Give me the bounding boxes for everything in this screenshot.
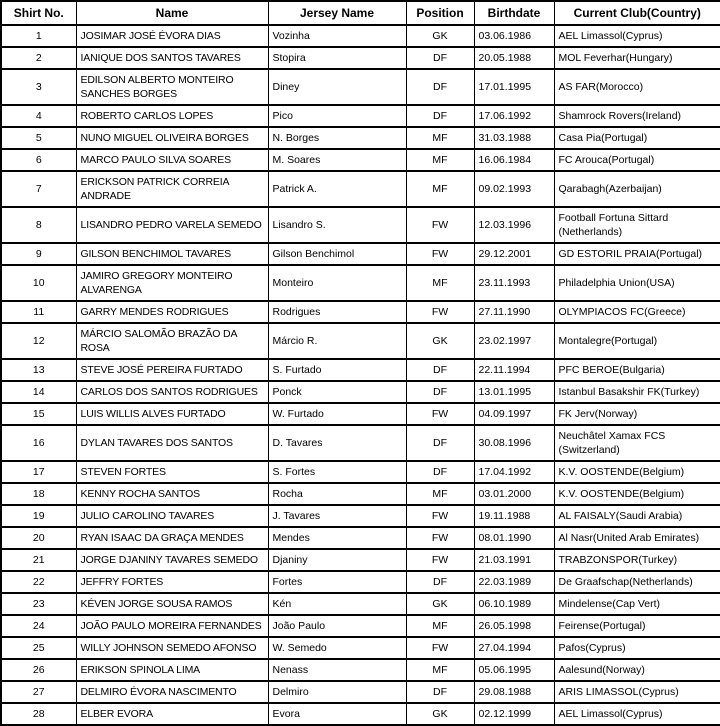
player-name-cell: STEVEN FORTES — [76, 461, 268, 483]
shirt-no-cell: 28 — [1, 703, 76, 725]
player-name-cell: JORGE DJANINY TAVARES SEMEDO — [76, 549, 268, 571]
position-cell: MF — [406, 483, 474, 505]
player-name-cell: ERICKSON PATRICK CORREIA ANDRADE — [76, 171, 268, 207]
table-row — [1, 127, 720, 149]
player-name-cell: STEVE JOSÉ PEREIRA FURTADO — [76, 359, 268, 381]
position-cell: FW — [406, 243, 474, 265]
birthdate-cell: 27.04.1994 — [474, 637, 554, 659]
shirt-no-cell: 21 — [1, 549, 76, 571]
birthdate-cell: 22.03.1989 — [474, 571, 554, 593]
position-cell: DF — [406, 571, 474, 593]
club-cell: FC Arouca(Portugal) — [554, 149, 720, 171]
birthdate-cell: 29.08.1988 — [474, 681, 554, 703]
position-cell: FW — [406, 549, 474, 571]
birthdate-cell: 03.01.2000 — [474, 483, 554, 505]
club-cell: Neuchâtel Xamax FCS (Switzerland) — [554, 425, 720, 461]
player-name-cell: JOSIMAR JOSÉ ÉVORA DIAS — [76, 25, 268, 47]
table-row — [1, 265, 720, 301]
position-cell: FW — [406, 637, 474, 659]
club-cell: GD ESTORIL PRAIA(Portugal) — [554, 243, 720, 265]
jersey-name-cell: Vozinha — [268, 25, 406, 47]
table-row — [1, 461, 720, 483]
player-name-cell: MÁRCIO SALOMÃO BRAZÃO DA ROSA — [76, 323, 268, 359]
shirt-no-cell: 17 — [1, 461, 76, 483]
jersey-name-cell: Pico — [268, 105, 406, 127]
shirt-no-cell: 10 — [1, 265, 76, 301]
club-cell: Al Nasr(United Arab Emirates) — [554, 527, 720, 549]
jersey-name-cell: Márcio R. — [268, 323, 406, 359]
club-cell: AS FAR(Morocco) — [554, 69, 720, 105]
jersey-name-cell: S. Furtado — [268, 359, 406, 381]
jersey-name-cell: Rocha — [268, 483, 406, 505]
table-row — [1, 105, 720, 127]
player-name-cell: IANIQUE DOS SANTOS TAVARES — [76, 47, 268, 69]
club-cell: K.V. OOSTENDE(Belgium) — [554, 461, 720, 483]
shirt-no-cell: 2 — [1, 47, 76, 69]
position-cell: GK — [406, 323, 474, 359]
position-cell: FW — [406, 403, 474, 425]
shirt-no-cell: 12 — [1, 323, 76, 359]
shirt-no-cell: 26 — [1, 659, 76, 681]
table-row — [1, 425, 720, 461]
jersey-name-cell: João Paulo — [268, 615, 406, 637]
position-cell: MF — [406, 127, 474, 149]
shirt-no-cell: 18 — [1, 483, 76, 505]
player-name-cell: KÉVEN JORGE SOUSA RAMOS — [76, 593, 268, 615]
jersey-name-cell: S. Fortes — [268, 461, 406, 483]
jersey-name-cell: Djaniny — [268, 549, 406, 571]
birthdate-cell: 30.08.1996 — [474, 425, 554, 461]
position-cell: DF — [406, 105, 474, 127]
shirt-no-cell: 14 — [1, 381, 76, 403]
jersey-name-cell: J. Tavares — [268, 505, 406, 527]
position-cell: MF — [406, 265, 474, 301]
club-cell: AEL Limassol(Cyprus) — [554, 25, 720, 47]
birthdate-cell: 23.02.1997 — [474, 323, 554, 359]
shirt-no-cell: 9 — [1, 243, 76, 265]
birthdate-cell: 17.01.1995 — [474, 69, 554, 105]
player-name-cell: JOÃO PAULO MOREIRA FERNANDES — [76, 615, 268, 637]
player-name-cell: NUNO MIGUEL OLIVEIRA BORGES — [76, 127, 268, 149]
table-row — [1, 171, 720, 207]
table-header — [1, 1, 720, 25]
club-cell: AEL Limassol(Cyprus) — [554, 703, 720, 725]
birthdate-cell: 26.05.1998 — [474, 615, 554, 637]
table-row — [1, 527, 720, 549]
position-cell: DF — [406, 69, 474, 105]
position-cell: DF — [406, 425, 474, 461]
player-name-cell: EDILSON ALBERTO MONTEIRO SANCHES BORGES — [76, 69, 268, 105]
table-row — [1, 207, 720, 243]
player-name-cell: GILSON BENCHIMOL TAVARES — [76, 243, 268, 265]
header-position: Position — [406, 1, 474, 25]
shirt-no-cell: 25 — [1, 637, 76, 659]
table-row — [1, 301, 720, 323]
header-birthdate: Birthdate — [474, 1, 554, 25]
birthdate-cell: 17.06.1992 — [474, 105, 554, 127]
player-name-cell: GARRY MENDES RODRIGUES — [76, 301, 268, 323]
birthdate-cell: 09.02.1993 — [474, 171, 554, 207]
jersey-name-cell: Diney — [268, 69, 406, 105]
player-name-cell: JULIO CAROLINO TAVARES — [76, 505, 268, 527]
table-body — [1, 25, 720, 725]
table-row — [1, 149, 720, 171]
birthdate-cell: 17.04.1992 — [474, 461, 554, 483]
table-row — [1, 47, 720, 69]
shirt-no-cell: 7 — [1, 171, 76, 207]
shirt-no-cell: 4 — [1, 105, 76, 127]
club-cell: Philadelphia Union(USA) — [554, 265, 720, 301]
table-row — [1, 549, 720, 571]
birthdate-cell: 27.11.1990 — [474, 301, 554, 323]
club-cell: FK Jerv(Norway) — [554, 403, 720, 425]
shirt-no-cell: 1 — [1, 25, 76, 47]
birthdate-cell: 29.12.2001 — [474, 243, 554, 265]
shirt-no-cell: 27 — [1, 681, 76, 703]
jersey-name-cell: Mendes — [268, 527, 406, 549]
position-cell: MF — [406, 659, 474, 681]
birthdate-cell: 16.06.1984 — [474, 149, 554, 171]
club-cell: De Graafschap(Netherlands) — [554, 571, 720, 593]
table-row — [1, 359, 720, 381]
player-name-cell: WILLY JOHNSON SEMEDO AFONSO — [76, 637, 268, 659]
table-row — [1, 703, 720, 725]
player-name-cell: KENNY ROCHA SANTOS — [76, 483, 268, 505]
birthdate-cell: 05.06.1995 — [474, 659, 554, 681]
jersey-name-cell: Monteiro — [268, 265, 406, 301]
club-cell: Casa Pia(Portugal) — [554, 127, 720, 149]
jersey-name-cell: Fortes — [268, 571, 406, 593]
position-cell: GK — [406, 703, 474, 725]
player-name-cell: ELBER EVORA — [76, 703, 268, 725]
table-row — [1, 25, 720, 47]
table-row — [1, 69, 720, 105]
position-cell: FW — [406, 505, 474, 527]
table-row — [1, 483, 720, 505]
club-cell: Qarabagh(Azerbaijan) — [554, 171, 720, 207]
player-name-cell: ROBERTO CARLOS LOPES — [76, 105, 268, 127]
jersey-name-cell: Ponck — [268, 381, 406, 403]
header-row — [1, 1, 720, 25]
shirt-no-cell: 22 — [1, 571, 76, 593]
shirt-no-cell: 24 — [1, 615, 76, 637]
player-name-cell: CARLOS DOS SANTOS RODRIGUES — [76, 381, 268, 403]
header-club: Current Club(Country) — [554, 1, 720, 25]
shirt-no-cell: 16 — [1, 425, 76, 461]
header-shirt-no: Shirt No. — [1, 1, 76, 25]
player-name-cell: LUIS WILLIS ALVES FURTADO — [76, 403, 268, 425]
club-cell: Football Fortuna Sittard (Netherlands) — [554, 207, 720, 243]
club-cell: PFC BEROE(Bulgaria) — [554, 359, 720, 381]
birthdate-cell: 23.11.1993 — [474, 265, 554, 301]
birthdate-cell: 12.03.1996 — [474, 207, 554, 243]
jersey-name-cell: Lisandro S. — [268, 207, 406, 243]
birthdate-cell: 02.12.1999 — [474, 703, 554, 725]
header-jersey: Jersey Name — [268, 1, 406, 25]
position-cell: MF — [406, 171, 474, 207]
table-row — [1, 637, 720, 659]
jersey-name-cell: Gilson Benchimol — [268, 243, 406, 265]
jersey-name-cell: W. Furtado — [268, 403, 406, 425]
birthdate-cell: 13.01.1995 — [474, 381, 554, 403]
birthdate-cell: 22.11.1994 — [474, 359, 554, 381]
shirt-no-cell: 20 — [1, 527, 76, 549]
shirt-no-cell: 15 — [1, 403, 76, 425]
shirt-no-cell: 13 — [1, 359, 76, 381]
table-row — [1, 571, 720, 593]
header-name: Name — [76, 1, 268, 25]
club-cell: Shamrock Rovers(Ireland) — [554, 105, 720, 127]
jersey-name-cell: W. Semedo — [268, 637, 406, 659]
shirt-no-cell: 6 — [1, 149, 76, 171]
jersey-name-cell: Rodrigues — [268, 301, 406, 323]
player-name-cell: DYLAN TAVARES DOS SANTOS — [76, 425, 268, 461]
table-row — [1, 681, 720, 703]
position-cell: DF — [406, 381, 474, 403]
jersey-name-cell: Nenass — [268, 659, 406, 681]
shirt-no-cell: 3 — [1, 69, 76, 105]
position-cell: MF — [406, 615, 474, 637]
club-cell: Pafos(Cyprus) — [554, 637, 720, 659]
shirt-no-cell: 19 — [1, 505, 76, 527]
birthdate-cell: 20.05.1988 — [474, 47, 554, 69]
jersey-name-cell: M. Soares — [268, 149, 406, 171]
position-cell: FW — [406, 527, 474, 549]
jersey-name-cell: Delmiro — [268, 681, 406, 703]
table-row — [1, 505, 720, 527]
player-name-cell: LISANDRO PEDRO VARELA SEMEDO — [76, 207, 268, 243]
club-cell: Istanbul Basakshir FK(Turkey) — [554, 381, 720, 403]
position-cell: GK — [406, 593, 474, 615]
jersey-name-cell: D. Tavares — [268, 425, 406, 461]
jersey-name-cell: Stopira — [268, 47, 406, 69]
jersey-name-cell: Kén — [268, 593, 406, 615]
position-cell: DF — [406, 47, 474, 69]
position-cell: DF — [406, 359, 474, 381]
player-name-cell: JAMIRO GREGORY MONTEIRO ALVARENGA — [76, 265, 268, 301]
shirt-no-cell: 5 — [1, 127, 76, 149]
club-cell: OLYMPIACOS FC(Greece) — [554, 301, 720, 323]
position-cell: MF — [406, 149, 474, 171]
birthdate-cell: 04.09.1997 — [474, 403, 554, 425]
shirt-no-cell: 11 — [1, 301, 76, 323]
club-cell: Mindelense(Cap Vert) — [554, 593, 720, 615]
jersey-name-cell: Evora — [268, 703, 406, 725]
birthdate-cell: 08.01.1990 — [474, 527, 554, 549]
position-cell: FW — [406, 301, 474, 323]
birthdate-cell: 19.11.1988 — [474, 505, 554, 527]
table-row — [1, 615, 720, 637]
birthdate-cell: 03.06.1986 — [474, 25, 554, 47]
club-cell: TRABZONSPOR(Turkey) — [554, 549, 720, 571]
shirt-no-cell: 8 — [1, 207, 76, 243]
position-cell: FW — [406, 207, 474, 243]
player-name-cell: RYAN ISAAC DA GRAÇA MENDES — [76, 527, 268, 549]
table-row — [1, 323, 720, 359]
table-row — [1, 659, 720, 681]
player-name-cell: JEFFRY FORTES — [76, 571, 268, 593]
club-cell: AL FAISALY(Saudi Arabia) — [554, 505, 720, 527]
birthdate-cell: 31.03.1988 — [474, 127, 554, 149]
position-cell: DF — [406, 461, 474, 483]
position-cell: DF — [406, 681, 474, 703]
table-row — [1, 243, 720, 265]
club-cell: Feirense(Portugal) — [554, 615, 720, 637]
jersey-name-cell: Patrick A. — [268, 171, 406, 207]
club-cell: ARIS LIMASSOL(Cyprus) — [554, 681, 720, 703]
club-cell: Aalesund(Norway) — [554, 659, 720, 681]
jersey-name-cell: N. Borges — [268, 127, 406, 149]
table-row — [1, 381, 720, 403]
club-cell: Montalegre(Portugal) — [554, 323, 720, 359]
birthdate-cell: 06.10.1989 — [474, 593, 554, 615]
player-name-cell: MARCO PAULO SILVA SOARES — [76, 149, 268, 171]
table-row — [1, 593, 720, 615]
player-name-cell: ERIKSON SPINOLA LIMA — [76, 659, 268, 681]
club-cell: MOL Feverhar(Hungary) — [554, 47, 720, 69]
table-row — [1, 403, 720, 425]
position-cell: GK — [406, 25, 474, 47]
player-name-cell: DELMIRO ÉVORA NASCIMENTO — [76, 681, 268, 703]
shirt-no-cell: 23 — [1, 593, 76, 615]
club-cell: K.V. OOSTENDE(Belgium) — [554, 483, 720, 505]
birthdate-cell: 21.03.1991 — [474, 549, 554, 571]
